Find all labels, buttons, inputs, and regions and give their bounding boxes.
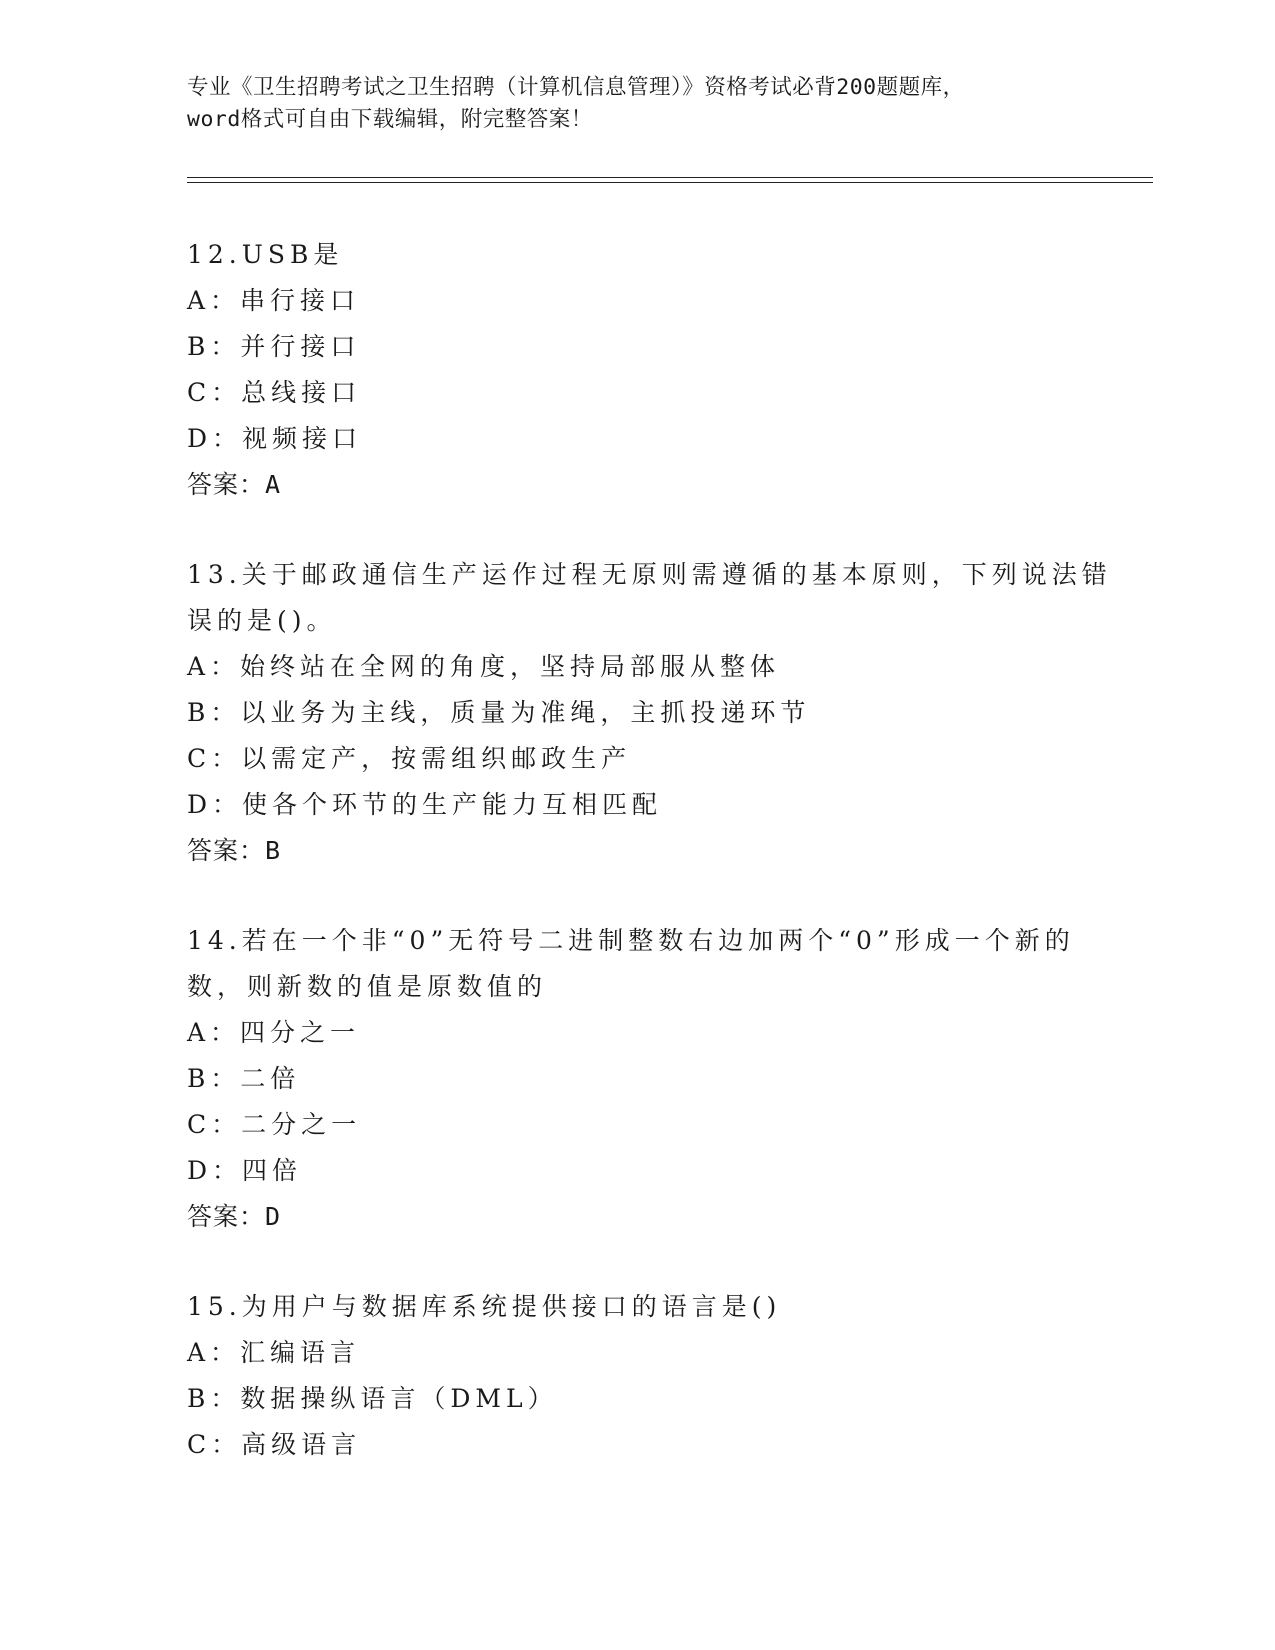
option-a: A：串行接口 (187, 286, 361, 315)
question-stem: 12.USB是 (187, 240, 344, 269)
question-stem: 15.为用户与数据库系统提供接口的语言是() (187, 1292, 782, 1321)
question-stem: 14.若在一个非“0”无符号二进制整数右边加两个“0”形成一个新的 (187, 926, 1075, 955)
option-b: B：二倍 (187, 1064, 301, 1093)
option-c: C：高级语言 (187, 1430, 362, 1459)
option-c: C：二分之一 (187, 1110, 362, 1139)
question-12 (187, 232, 1087, 508)
question-list (187, 232, 1112, 1512)
option-c: C：以需定产，按需组织邮政生产 (187, 744, 632, 773)
question-14 (187, 918, 1087, 1240)
header-line-1: 专业《卫生招聘考试之卫生招聘（计算机信息管理）》资格考试必背200题题库， (187, 75, 965, 100)
option-a: A：汇编语言 (187, 1338, 361, 1367)
option-d: D：四倍 (187, 1156, 303, 1185)
question-stem: 13.关于邮政通信生产运作过程无原则需遵循的基本原则，下列说法错 (187, 560, 1112, 589)
option-b: B：数据操纵语言（DML） (187, 1384, 558, 1413)
question-stem-continued: 误的是()。 (187, 606, 337, 635)
option-c: C：总线接口 (187, 378, 362, 407)
header-divider-top (187, 177, 1153, 178)
answer-text: 答案：B (187, 836, 282, 865)
question-15 (187, 1284, 1087, 1468)
option-d: D：使各个环节的生产能力互相匹配 (187, 790, 663, 819)
option-d: D：视频接口 (187, 424, 363, 453)
header-divider-bottom (187, 182, 1153, 183)
answer-text: 答案：D (187, 1202, 282, 1231)
question-13 (187, 552, 1112, 874)
answer-text: 答案：A (187, 470, 282, 499)
option-a: A：四分之一 (187, 1018, 361, 1047)
header-line-2: word格式可自由下载编辑，附完整答案！ (187, 107, 593, 132)
document-header (187, 72, 1087, 136)
option-a: A：始终站在全网的角度，坚持局部服从整体 (187, 652, 781, 681)
question-stem-continued: 数，则新数的值是原数值的 (187, 972, 548, 1001)
option-b: B：并行接口 (187, 332, 361, 361)
option-b: B：以业务为主线，质量为准绳，主抓投递环节 (187, 698, 811, 727)
